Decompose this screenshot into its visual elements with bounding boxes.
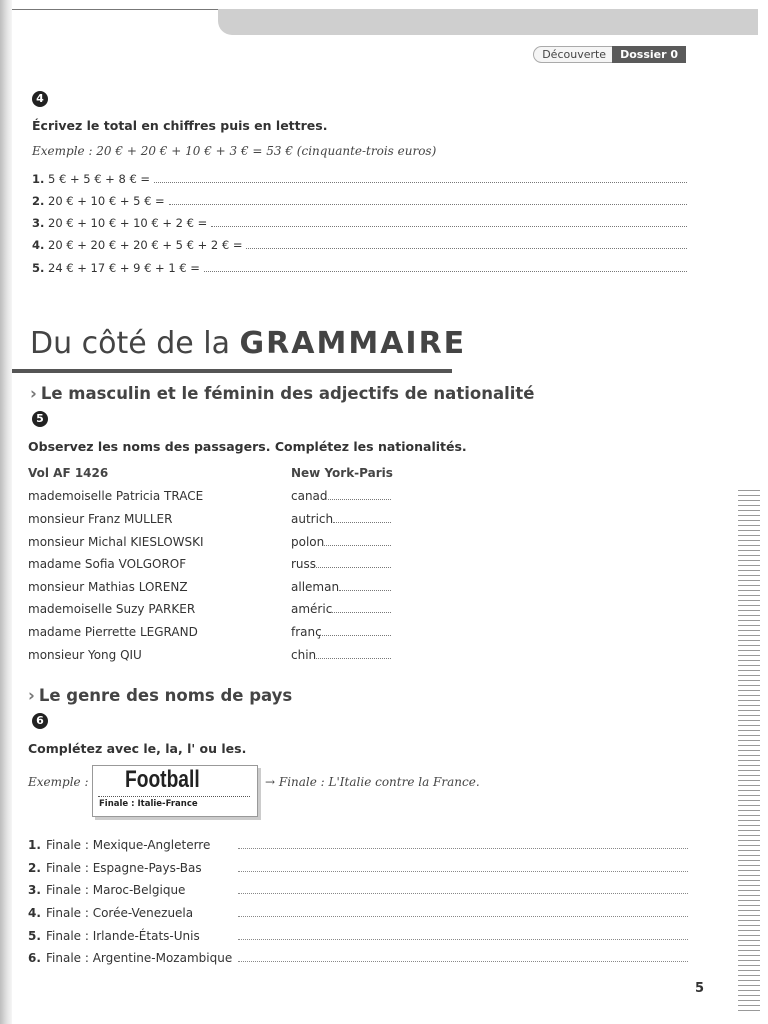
nationality-stem: alleman [291, 580, 340, 594]
header-band [218, 9, 758, 35]
tag-dossier: Dossier 0 [612, 46, 686, 63]
answer-line[interactable] [316, 648, 391, 659]
exercise-6-item [28, 906, 688, 920]
exercise-4-number: 4 [32, 91, 48, 107]
flight-column-header: Vol AF 1426 [28, 466, 109, 480]
answer-line[interactable] [328, 489, 391, 500]
exercise-4-item [32, 238, 687, 252]
item-text: 20 € + 10 € + 10 € + 2 € = [48, 216, 208, 230]
nationality-stem: chin [291, 648, 317, 662]
item-text: Finale : Corée-Venezuela [46, 906, 194, 920]
grammar-title-prefix: Du côté de la [30, 326, 240, 361]
passenger-name: madame Sofia VOLGOROF [28, 557, 187, 571]
answer-line[interactable] [154, 172, 687, 183]
item-number: 3. [28, 883, 41, 897]
passenger-name: monsieur Franz MULLER [28, 512, 173, 526]
answer-line[interactable] [238, 861, 688, 872]
exercise-6-item [28, 838, 688, 852]
tag-decouverte: Découverte [533, 46, 612, 63]
exercise-4-item [32, 261, 687, 275]
nationality-field[interactable] [291, 648, 391, 662]
item-text: Finale : Irlande-États-Unis [46, 929, 200, 943]
grammar-title-underline [12, 369, 452, 373]
passenger-name: monsieur Michal KIESLOWSKI [28, 535, 204, 549]
section-heading-text: Le genre des noms de pays [38, 686, 293, 705]
item-number: 4. [32, 238, 45, 252]
nationality-stem: autrich [291, 512, 334, 526]
exercise-4-example: Exemple : 20 € + 20 € + 10 € + 3 € = 53 € (cinquante-trois euros) [32, 144, 437, 158]
ticket-divider [98, 796, 250, 797]
section-tag [533, 46, 686, 63]
item-text: Finale : Maroc-Belgique [46, 883, 186, 897]
football-ticket-title: Football [125, 766, 200, 793]
football-ticket [92, 765, 258, 817]
answer-line[interactable] [339, 580, 391, 591]
item-number: 5. [28, 929, 41, 943]
page-edge-ruler [738, 490, 760, 1015]
item-number: 5. [32, 261, 45, 275]
exercise-4-instruction: Écrivez le total en chiffres puis en lettres. [32, 118, 328, 133]
answer-line[interactable] [332, 602, 391, 613]
answer-line[interactable] [324, 535, 391, 546]
page-number: 5 [695, 981, 705, 996]
exercise-6-item [28, 951, 688, 965]
grammar-title-strong: GRAMMAIRE [239, 326, 467, 361]
item-text: Finale : Espagne-Pays-Bas [46, 861, 202, 875]
section-heading-text: Le masculin et le féminin des adjectifs de nationalité [40, 384, 535, 403]
exercise-5-instruction: Observez les noms des passagers. Complétez les nationalités. [28, 439, 467, 454]
item-text: 24 € + 17 € + 9 € + 1 € = [48, 261, 200, 275]
answer-line[interactable] [246, 238, 687, 249]
answer-line[interactable] [238, 838, 688, 849]
nationality-field[interactable] [291, 602, 391, 616]
page-binding-shadow [0, 0, 12, 1024]
nationality-field[interactable] [291, 535, 391, 549]
answer-line[interactable] [169, 194, 687, 205]
passenger-name: mademoiselle Patricia TRACE [28, 489, 204, 503]
answer-line[interactable] [238, 951, 688, 962]
passenger-name: monsieur Mathias LORENZ [28, 580, 188, 594]
nationality-stem: franç [291, 625, 322, 639]
answer-line[interactable] [204, 261, 687, 272]
exercise-4-item [32, 194, 687, 208]
nationality-stem: canad [291, 489, 328, 503]
nationality-field[interactable] [291, 580, 391, 594]
item-number: 1. [32, 172, 45, 186]
item-number: 3. [32, 216, 45, 230]
item-number: 1. [28, 838, 41, 852]
exercise-5-number: 5 [32, 411, 48, 427]
answer-line[interactable] [238, 929, 688, 940]
answer-line[interactable] [211, 216, 687, 227]
nationality-field[interactable] [291, 625, 391, 639]
nationality-field[interactable] [291, 557, 391, 571]
answer-line[interactable] [238, 906, 688, 917]
nationality-stem: polon [291, 535, 325, 549]
item-number: 2. [28, 861, 41, 875]
exercise-6-item [28, 883, 688, 897]
chevron-right-icon: › [28, 686, 35, 705]
item-text: Finale : Argentine-Mozambique [46, 951, 233, 965]
top-rule [12, 9, 218, 10]
exercise-6-item [28, 861, 688, 875]
exercise-6-number: 6 [32, 713, 48, 729]
answer-line[interactable] [333, 512, 391, 523]
passenger-name: madame Pierrette LEGRAND [28, 625, 198, 639]
nationality-field[interactable] [291, 489, 391, 503]
chevron-right-icon: › [30, 384, 37, 403]
section-heading-nationality [30, 384, 534, 403]
nationality-stem: améric [291, 602, 333, 616]
route-column-header: New York-Paris [291, 466, 393, 480]
section-heading-countries [28, 686, 292, 705]
item-number: 6. [28, 951, 41, 965]
exercise-4-item [32, 216, 687, 230]
exercise-6-item [28, 929, 688, 943]
passenger-name: monsieur Yong QIU [28, 648, 142, 662]
football-ticket-subtitle: Finale : Italie-France [99, 799, 198, 809]
exercise-4-item [32, 172, 687, 186]
exercise-6-example-label: Exemple : [28, 775, 89, 789]
item-text: Finale : Mexique-Angleterre [46, 838, 211, 852]
item-number: 2. [32, 194, 45, 208]
passenger-name: mademoiselle Suzy PARKER [28, 602, 196, 616]
exercise-6-instruction: Complétez avec le, la, l' ou les. [28, 741, 247, 756]
exercise-6-example-answer: → Finale : L'Italie contre la France. [265, 775, 480, 789]
answer-line[interactable] [238, 883, 688, 894]
item-text: 20 € + 20 € + 20 € + 5 € + 2 € = [48, 238, 243, 252]
answer-line[interactable] [322, 625, 391, 636]
item-text: 20 € + 10 € + 5 € = [48, 194, 165, 208]
answer-line[interactable] [316, 557, 391, 568]
item-text: 5 € + 5 € + 8 € = [48, 172, 151, 186]
item-number: 4. [28, 906, 41, 920]
grammar-title [30, 326, 466, 361]
nationality-stem: russ [291, 557, 317, 571]
nationality-field[interactable] [291, 512, 391, 526]
